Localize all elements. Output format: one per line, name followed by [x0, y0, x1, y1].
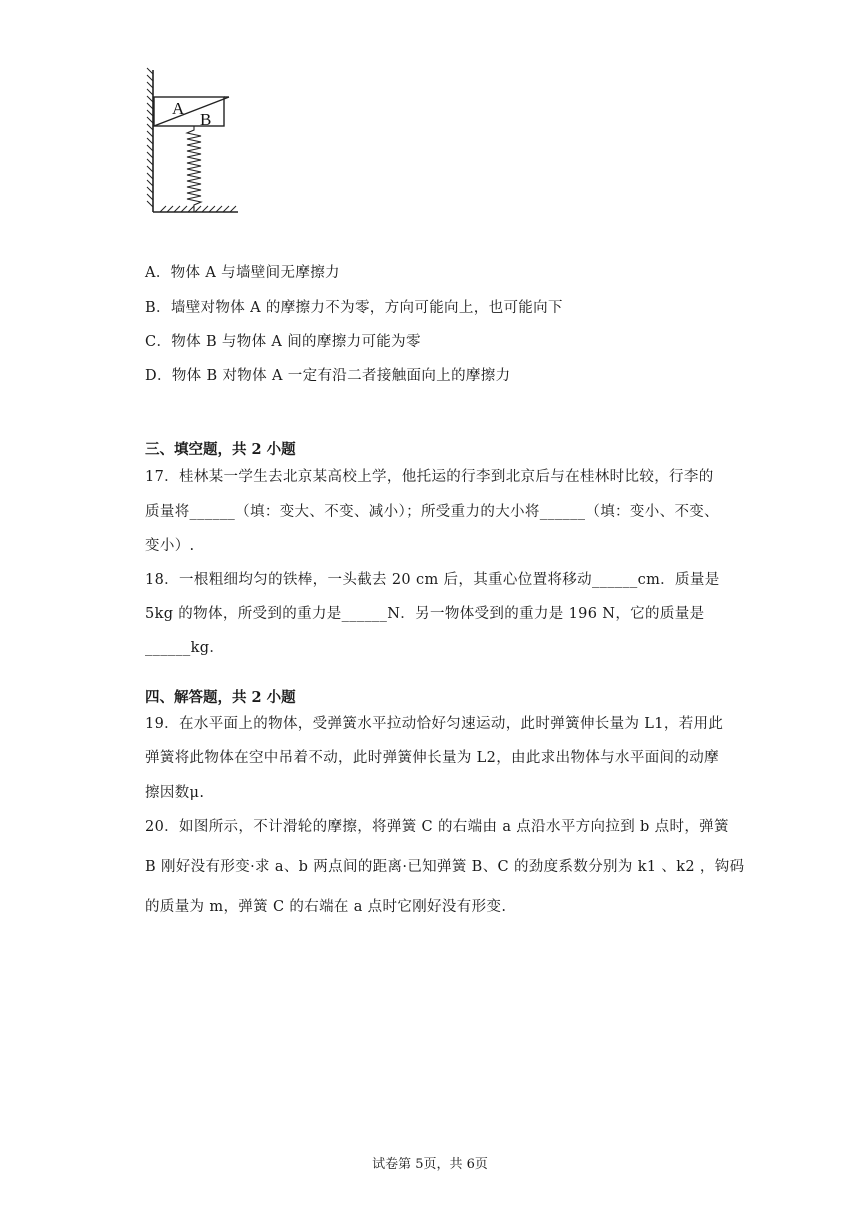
question-18-line-2: 5kg 的物体，所受到的重力是______N．另一物体受到的重力是 196 N，它的质量是 — [145, 606, 705, 622]
option-d: D．物体 B 对物体 A 一定有沿二者接触面向上的摩擦力 — [145, 368, 511, 384]
page-footer: 试卷第 5页，共 6页 — [372, 1157, 488, 1172]
question-18-line-3: ______kg． — [145, 640, 225, 656]
block-a-label: A — [172, 99, 185, 118]
option-c: C．物体 B 与物体 A 间的摩擦力可能为零 — [145, 334, 421, 350]
section-3-heading: 三、填空题，共 2 小题 — [145, 441, 296, 458]
option-a: A．物体 A 与墙壁间无摩擦力 — [145, 265, 340, 281]
question-17-line-1: 17．桂林某一学生去北京某高校上学，他托运的行李到北京后与在桂林时比较，行李的 — [145, 469, 714, 485]
physics-figure — [140, 62, 250, 222]
spring — [187, 126, 201, 212]
block-b-label: B — [200, 110, 212, 129]
question-17-line-3: 变小）. — [145, 538, 195, 554]
question-20-line-1: 20．如图所示，不计滑轮的摩擦，将弹簧 C 的右端由 a 点沿水平方向拉到 b 点时，弹簧 — [145, 819, 729, 835]
wall-spring-diagram — [140, 62, 250, 222]
section-4-heading: 四、解答题，共 2 小题 — [145, 689, 296, 706]
question-19-line-3: 擦因数μ. — [145, 785, 205, 801]
question-19-line-2: 弹簧将此物体在空中吊着不动，此时弹簧伸长量为 L2，由此求出物体与水平面间的动摩 — [145, 750, 719, 766]
question-20-line-3: 的质量为 m，弹簧 C 的右端在 a 点时它刚好没有形变. — [145, 899, 507, 915]
question-18-line-1: 18．一根粗细均匀的铁棒，一头截去 20 cm 后，其重心位置将移动______cm．质量是 — [145, 572, 720, 588]
question-19-line-1: 19．在水平面上的物体，受弹簧水平拉动恰好匀速运动，此时弹簧伸长量为 L1，若用此 — [145, 716, 724, 732]
floor-hatching — [160, 206, 236, 212]
wall-hatching — [147, 68, 153, 207]
question-17-line-2: 质量将______（填：变大、不变、减小）；所受重力的大小将______（填：变小、不变、 — [145, 504, 719, 520]
question-20-line-2: B 刚好没有形变·求 a、b 两点间的距离·已知弹簧 B、C 的劲度系数分别为 k1 、k2 ，钩码 — [145, 859, 745, 875]
option-b: B．墙壁对物体 A 的摩擦力不为零，方向可能向上，也可能向下 — [145, 300, 563, 316]
